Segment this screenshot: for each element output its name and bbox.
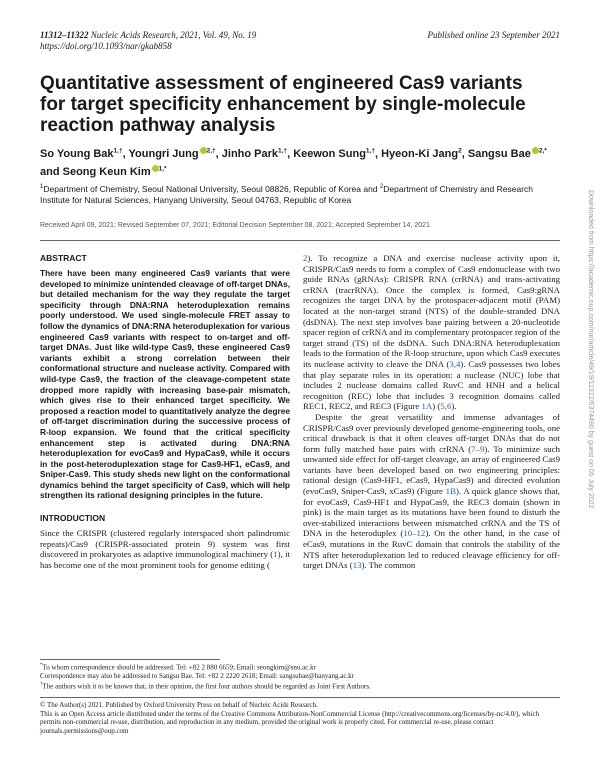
ref-link[interactable]: 5,6 [440, 401, 452, 412]
intro-text: ), it has become one of the most prominent tools for genome editing ( [40, 549, 291, 570]
figure-link[interactable]: 1B [445, 486, 456, 497]
affiliation-marker-2: 2 [379, 184, 384, 190]
author-name: Sangsu Bae [467, 147, 531, 160]
intro-text: ). A quick glance shows that, for evoCas9, Cas9-HF1 and HypaCas9, the REC3 domain (shown in pink) is the main target as its mutations have been found to disturb the over-stabilized interactions between mismatched crRNA and the TS of DNA in the heteroduplex ( [303, 486, 560, 539]
footnote-joint-authors: †The authors wish it to be known that, in their opinion, the first four authors should be regarded as Joint First Authors. [40, 681, 371, 690]
author-separator: and [40, 166, 63, 179]
author-affiliation-marker: 1,† [365, 147, 375, 154]
received-dates: Received April 09, 2021; Revised September 07, 2021; Editorial Decision September 08, 2021; Accepted September 14, 2021 [40, 222, 430, 229]
footnote-divider [40, 659, 220, 660]
intro-text: ). To recognize a DNA and exercise nuclease activity upon it, CRISPR/Cas9 needs to form a complex of Cas9 endonuclease with two guide RNAs (gRNAs): CRISPR RNA (crRNA) and trans-activating crRNA (tracrRNA). Once the complex is formed, Cas9:gRNA recognizes the target DNA by the protospacer-adjacent motif (PAM) located at the non-target strand (NTS) of the double-stranded DNA (dsDNA). The next step involves base pairing between a 20-nucleotide spacer region of crRNA and its complementary protospacer region of the target strand (TS) of the dsDNA. Such DNA:RNA heteroduplexation leads to the formation of the R-loop structure, upon which Cas9 executes its nuclease activity to cleave the DNA ( [303, 253, 560, 369]
author-name: Keewon Sung [293, 147, 366, 160]
abstract-heading: ABSTRACT [40, 253, 87, 263]
intro-text: ). Cas9 possesses two lobes that play separate roles in its operation: a nuclease (NUC) lobe that includes 2 nuclease domains called RuvC and HNH and a helical recognition (REC) lobe that includes 3 recognition domains called REC1, REC2, and REC3 (Figure [303, 358, 560, 412]
intro-text: ) ( [432, 401, 441, 412]
ref-link[interactable]: 3,4 [449, 358, 461, 369]
affiliation-1: Department of Chemistry, Seoul National University, Seoul 08826, Republic of Korea and [43, 183, 380, 194]
intro-paragraph-2 [303, 412, 560, 571]
intro-paragraph-1-start [40, 528, 290, 570]
author-separator: , [461, 147, 468, 160]
right-column [303, 253, 560, 571]
header-divider [40, 240, 560, 241]
affiliation-marker-1: 1 [40, 184, 44, 190]
author [293, 148, 381, 160]
left-column [40, 253, 290, 570]
intro-text: Since the CRISPR (clustered regularly interspaced short palindromic repeats)/Cas9 (CRISPR-associated protein 9) system was first discovered in prokaryotes as adaptive immunological machinery ( [40, 528, 290, 560]
license-text: This is an Open Access article distributed under the terms of the Creative Commons Attribution-NonCommercial License (http://creativecommons.org/licenses/by-nc/4.0/), which permits non-commercial re-use, distribution, and reproduction in any medium, provided the original work is properly cited. For commercial re-use, please contact journals.permissions@oup.com [40, 709, 540, 735]
footnote-text: Correspondence may also be addressed to Sangsu Bae. Tel: +82 2 2220 2618; Email: sangsubae@hanyang.ac.kr [40, 671, 355, 680]
intro-text: ). On the other hand, in the case of eCas9, mutations in the RuvC domain that controls the stability of the NTS after heteroduplexation led to reduced cleavage efficiency for off-target DNAs ( [303, 528, 560, 571]
running-header [40, 30, 560, 51]
intro-heading: INTRODUCTION [40, 513, 106, 524]
author-name: Youngri Jung [128, 147, 199, 160]
intro-text: ). To minimize such unwanted side effect for off-target cleavage, an array of engineered Cas9 variants have been developed based on two engineering principles: rational design (Cas9-HF1, eCas9, HypaCas9) and directed evolution (evoCas9, Sniper-Cas9, xCas9) (Figure [303, 443, 560, 497]
footnotes [40, 662, 560, 690]
download-note: Downloaded from https://academic.oup.com/nar/article/49/19/11312/6374480 by guest on 05 July 2022 [587, 190, 594, 509]
figure-link[interactable]: 1A [421, 401, 433, 412]
author-affiliation-marker: 2,* [538, 147, 547, 154]
intro-text: ). The common [361, 560, 416, 571]
footnote-text: The authors wish it to be known that, in their opinion, the first four authors should be regarded as Joint First Authors. [42, 681, 371, 690]
ref-link[interactable]: 2 [303, 253, 308, 263]
ref-link[interactable]: 10–12 [403, 528, 426, 539]
ref-link[interactable]: 1 [273, 549, 278, 560]
footnote-secondary [40, 672, 560, 681]
author-name: Hyeon-Ki Jang [381, 147, 459, 160]
author-separator: , [215, 147, 222, 160]
abstract-text: There have been many engineered Cas9 variants that were developed to minimize unintended cleavage of off-target DNAs, but detailed mechanism for the way they regulate the target specificity through DNA:RNA heteroduplexation remains poorly understood. We used single-molecule FRET assay to follow the dynamics of DNA:RNA heteroduplexation for various engineered Cas9 variants with respect to on-target and off-target DNAs. Just like wild-type Cas9, these engineered Cas9 variants exhibit a strong correlation between their conformational structure and nuclease activity. Compared with wild-type Cas9, the fraction of the cleavage-competent state dropped more rapidly with increasing base-pair mismatch, which gives rise to their enhanced target specificity. We proposed a reaction model to quantitatively analyze the degree of off-target discrimination during the successive process of R-loop expansion. We found that the critical specificity enhancement step is activated during DNA:RNA heteroduplexation for evoCas9 and HypaCas9, while it occurs in the post-heteroduplexation stage for Cas9-HF1, eCas9, and Sniper-Cas9. This study sheds new light on the conformational dynamics behind the target specificity of Cas9, which will help strengthen its rational designing principles in the future. [40, 268, 290, 501]
footnote-corresponding: *To whom correspondence should be addressed. Tel: +82 2 880 6659; Email: seongkim@snu.ac.kr [40, 663, 316, 672]
author-name: Jinho Park [221, 147, 279, 160]
doi-link[interactable]: https://doi.org/10.1093/nar/gkab858 [40, 41, 172, 51]
ref-link[interactable]: 7–9 [471, 443, 485, 454]
author-name: So Young Bak [40, 147, 114, 160]
download-watermark [584, 190, 598, 590]
journal-citation: Nucleic Acids Research, 2021, Vol. 49, No. 19 [90, 30, 257, 40]
author-affiliation-marker: 2,† [206, 147, 216, 154]
author-affiliation-marker: 1,† [113, 147, 123, 154]
author-affiliation-marker: 2 [458, 147, 462, 154]
author [222, 148, 293, 160]
affiliations [40, 182, 560, 206]
author [40, 148, 129, 160]
author-name: Seong Keun Kim [62, 166, 151, 179]
author [129, 148, 222, 160]
orcid-icon[interactable] [200, 147, 207, 154]
author-affiliation-marker: 1,† [278, 147, 288, 154]
orcid-icon[interactable] [152, 165, 159, 172]
author-list [40, 143, 560, 180]
author-affiliation-marker: 1,* [158, 165, 167, 173]
intro-paragraph-1 [303, 253, 560, 412]
copyright-line: © The Author(s) 2021. Published by Oxford University Press on behalf of Nucleic Acids Research. [40, 701, 318, 709]
author-separator: , [374, 147, 382, 160]
author [381, 148, 468, 160]
intro-text: ). [451, 401, 457, 412]
author-separator: , [122, 147, 129, 160]
page-range: 11312–11322 [40, 30, 89, 40]
ref-link[interactable]: 13 [352, 560, 362, 571]
intro-text: Despite the great versatility and immense advantages of CRISPR/Cas9 over previously developed genome-engineering tools, one critical drawback is that it often cleaves off-target DNAs that do not form fully matched base pairs with crRNA ( [303, 411, 560, 454]
author-separator: , [287, 147, 294, 160]
author [63, 166, 167, 178]
affiliation-2: Department of Chemistry and Research Institute for Natural Sciences, Hanyang University, Seoul 04763, Republic of Korea [40, 183, 534, 205]
orcid-icon[interactable] [532, 147, 539, 154]
footnote-text: To whom correspondence should be addressed. Tel: +82 2 880 6659; Email: seongkim@snu.ac.kr [42, 663, 316, 672]
published-date: Published online 23 September 2021 [427, 30, 560, 40]
copyright [40, 701, 560, 735]
article-title: Quantitative assessment of engineered Cas9 variants for target specificity enhancement by single-molecule reaction pathway analysis [40, 73, 526, 136]
copyright-divider [40, 697, 560, 698]
